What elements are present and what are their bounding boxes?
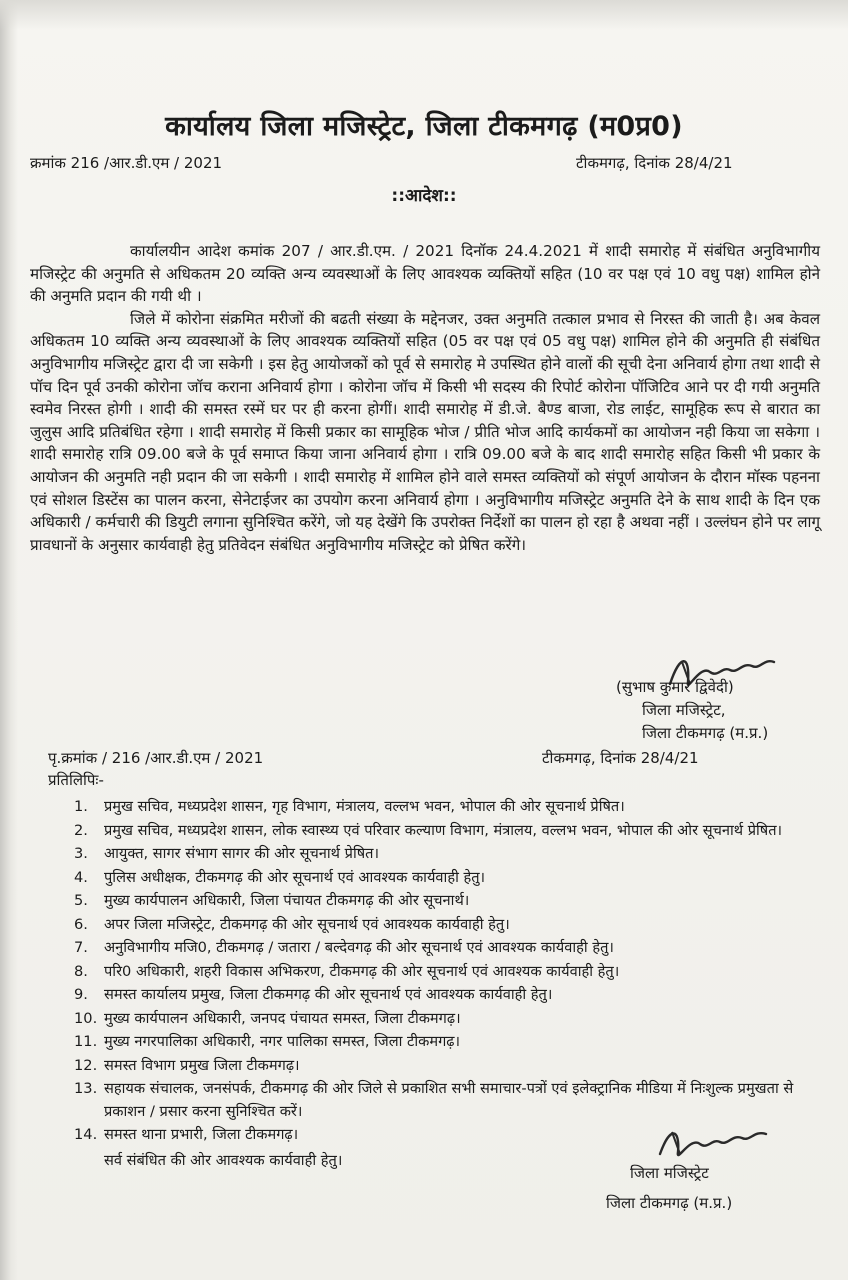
list-item: 11. मुख्य नगरपालिका अधिकारी, नगर पालिका समस्त, जिला टीकमगढ़। (74, 1033, 461, 1050)
order-paragraph-2: जिले में कोरोना संक्रमित मरीजों की बढती संख्या के मद्देनजर, उक्त अनुमति तत्काल प्रभाव से निरस्त की जाती है। अब केवल अधिकतम 10 व्यक्ति अन्य व्यवस्थाओं के लिए आवश्यक व्यक्तियों सहित (05 वर पक्ष एवं 05 वधु पक्ष) शामिल होने की अनुमति ही संबंधित अनुविभागीय मजिस्ट्रेट द्वारा दी जा सकेगी । इस हेतु आयोजकों को पूर्व से समारोह मे उपस्थित होने वालों की सूची देना अनिवार्य होगा तथा शादी से पॉच दिन पूर्व उनकी कोरोना जॉच कराना अनिवार्य होगा । कोरोना जॉच में किसी भी सदस्य की रिपोर्ट कोरोना पॉजिटिव आने पर दी गयी अनुमति स्वमेव निरस्त होगी । शादी की समस्त रस्में घर पर ही करना होगीं। शादी समारोह में डी.जे. बैण्ड बाजा, रोड लाईट, सामूहिक रूप से बारात का जुलुस आदि प्रतिबंधित रहेगा । शादी समारोह में किसी प्रकार का सामूहिक भोज / प्रीति भोज आदि कार्यकमों का आयोजन नही किया जा सकेगा । शादी समारोह रात्रि 09.00 बजे के पूर्व समाप्त किया जाना अनिवार्य होगा । रात्रि 09.00 बजे के बाद शादी समारोह सहित किसी भी प्रकार के आयोजन की अनुमति नही प्रदान की जा सकेगी । शादी समारोह में शामिल होने वाले समस्त व्यक्तियों को संपूर्ण आयोजन के दौरान मॉस्क पहनना एवं सोशल डिस्टेंस का पालन करना, सेनेटाईजर का उपयोग करना अनिवार्य होगा । अनुविभागीय मजिस्ट्रेट अनुमति देने के साथ शादी के दिन एक अधिकारी / कर्मचारी की डियुटी लगाना सुनिश्चित करेंगे, जो यह देखेंगे कि उपरोक्त निर्देशों का पालन हो रहा है अथवा नहीं । उल्लंघन होने पर लागू प्रावधानों के अनुसार कार्यवाही हेतु प्रतिवेदन संबंधित अनुविभागीय मजिस्ट्रेट को प्रेषित करेंगे। (30, 309, 821, 554)
list-item: 12. समस्त विभाग प्रमुख जिला टीकमगढ़। (74, 1056, 300, 1074)
list-item: 2. प्रमुख सचिव, मध्यप्रदेश शासन, लोक स्वास्थ्य एवं परिवार कल्याण विभाग, मंत्रालय, वल्लभ भवन, भोपाल की ओर सूचनार्थ प्रेषित। (74, 821, 783, 839)
copy-to-label: प्रतिलिपिः- (48, 771, 104, 789)
signatory-district-2: जिला टीकमगढ़ (म.प्र.) (606, 1194, 733, 1212)
signatory-designation-2: जिला मजिस्ट्रेट (630, 1164, 709, 1182)
signatory-designation: जिला मजिस्ट्रेट, (642, 701, 726, 719)
order-number: क्रमांक 216 /आर.डी.एम / 2021 (30, 154, 223, 172)
signature-block-primary (612, 676, 832, 745)
list-item: 1. प्रमुख सचिव, मध्यप्रदेश शासन, गृह विभाग, मंत्रालय, वल्लभ भवन, भोपाल की ओर सूचनार्थ प्रेषित। (74, 798, 625, 815)
endorsement-date: टीकमगढ़, दिनांक 28/4/21 (542, 749, 699, 767)
closing-line: सर्व संबंधित की ओर आवश्यक कार्यवाही हेतु। (104, 1152, 343, 1169)
order-heading: ::आदेश:: (391, 186, 457, 206)
list-item: 9. समस्त कार्यालय प्रमुख, जिला टीकमगढ़ की ओर सूचनार्थ एवं आवश्यक कार्यवाही हेतु। (74, 986, 553, 1003)
list-item: 6. अपर जिला मजिस्ट्रेट, टीकमगढ़ की ओर सूचनार्थ एवं आवश्यक कार्यवाही हेतु। (74, 915, 510, 933)
list-item: 10. मुख्य कार्यपालन अधिकारी, जनपद पंचायत समस्त, जिला टीकमगढ़। (74, 1009, 461, 1027)
list-item: 14. समस्त थाना प्रभारी, जिला टीकमगढ़। (74, 1126, 299, 1143)
office-title: कार्यालय जिला मजिस्ट्रेट, जिला टीकमगढ़ (म0प्र0) (165, 111, 683, 142)
order-paragraph-1: कार्यालयीन आदेश कमांक 207 / आर.डी.एम. / 2021 दिनॉक 24.4.2021 में शादी समारोह में संबंधित अनुविभागीय मजिस्ट्रेट की अनुमति से अधिकतम 20 व्यक्ति अन्य व्यवस्थाओं के लिए आवश्यक व्यक्तियों सहित (10 वर पक्ष एवं 10 वधु पक्ष) शामिल होने की अनुमति प्रदान की गयी थी । (30, 242, 820, 306)
order-date: टीकमगढ़, दिनांक 28/4/21 (576, 154, 733, 172)
signatory-name: (सुभाष कुमार द्विवेदी) (616, 678, 734, 696)
list-item: 7. अनुविभागीय मजि0, टीकमगढ़ / जतारा / बल्देवगढ़ की ओर सूचनार्थ एवं आवश्यक कार्यवाही हेतु। (74, 939, 614, 956)
list-item: 3. आयुक्त, सागर संभाग सागर की ओर सूचनार्थ प्रेषित। (74, 845, 380, 862)
signature-block-secondary (606, 1158, 806, 1218)
copy-recipient-list (74, 796, 814, 1148)
scan-edge-shadow-top (0, 0, 848, 30)
endorsement-number: पृ.क्रमांक / 216 /आर.डी.एम / 2021 (48, 749, 264, 767)
list-item: 4. पुलिस अधीक्षक, टीकमगढ़ की ओर सूचनार्थ एवं आवश्यक कार्यवाही हेतु। (74, 868, 486, 886)
list-item: 13. सहायक संचालक, जनसंपर्क, टीकमगढ़ की ओर जिले से प्रकाशित सभी समाचार-पत्रों एवं इलेक्ट्रानिक मीडिया में निःशुल्क प्रमुखता से प्रकाशन / प्रसार करना सुनिश्चित करें। (74, 1080, 794, 1120)
signatory-district: जिला टीकमगढ़ (म.प्र.) (642, 724, 769, 742)
list-item: 8. परि0 अधिकारी, शहरी विकास अभिकरण, टीकमगढ़ की ओर सूचनार्थ एवं आवश्यक कार्यवाही हेतु। (74, 962, 620, 980)
list-item: 5. मुख्य कार्यपालन अधिकारी, जिला पंचायत टीकमगढ़ की ओर सूचनार्थ। (74, 892, 470, 909)
order-body (30, 240, 820, 556)
